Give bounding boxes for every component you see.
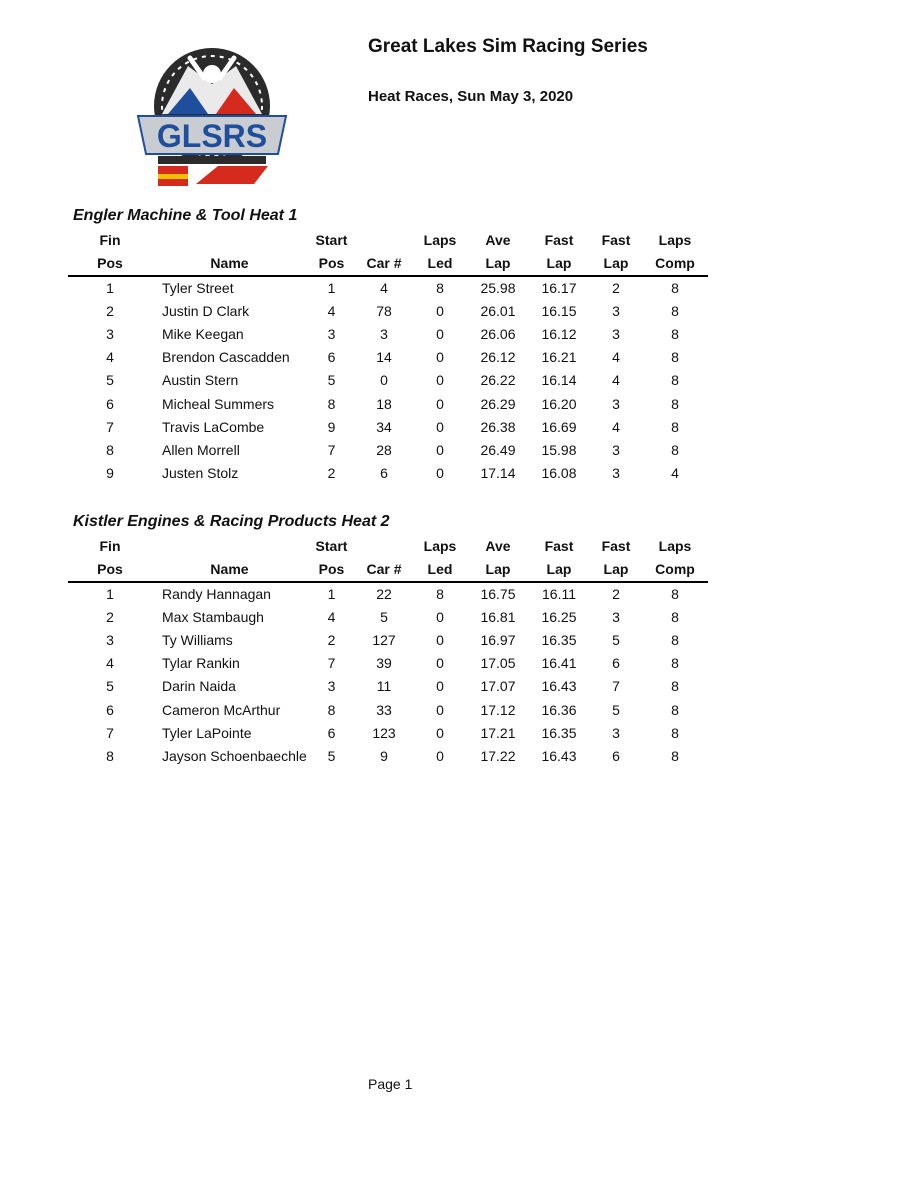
column-header: Pos (68, 252, 152, 276)
table-cell: 8 (671, 747, 679, 764)
driver-name-cell: Tyler LaPointe (162, 724, 252, 741)
table-row (68, 323, 708, 346)
table-cell: 4 (380, 280, 388, 297)
table-cell: 4 (106, 349, 114, 366)
heat-1-title: Engler Machine & Tool Heat 1 (73, 207, 298, 224)
header-row (68, 535, 708, 558)
heat-1-results-table (68, 229, 708, 485)
column-header: Lap (590, 558, 642, 582)
table-cell: 8 (327, 395, 336, 412)
table-cell: 9 (106, 464, 114, 481)
table-cell: 3 (612, 303, 620, 320)
table-cell: 7 (327, 655, 336, 672)
table-cell: 26.49 (480, 441, 516, 458)
driver-name-cell: Tylar Rankin (162, 655, 240, 672)
column-header: Car # (356, 252, 412, 276)
table-cell: 6 (327, 724, 336, 741)
table-cell: 6 (106, 701, 114, 718)
table-cell: 8 (436, 586, 444, 603)
column-header: Laps (658, 538, 692, 554)
driver-name-cell: Brendon Cascadden (162, 349, 290, 366)
table-cell: 16.35 (541, 724, 577, 741)
heat-2-title: Kistler Engines & Racing Products Heat 2 (73, 513, 390, 530)
column-header (356, 535, 412, 558)
table-cell: 17.07 (480, 678, 516, 695)
table-cell: 0 (436, 655, 444, 672)
table-cell: 16.21 (541, 349, 577, 366)
table-cell: 8 (671, 678, 679, 695)
table-cell: 2 (327, 464, 336, 481)
table-row (68, 346, 708, 369)
table-cell: 26.01 (480, 303, 516, 320)
driver-name-cell: Micheal Summers (162, 395, 275, 412)
table-cell: 1 (106, 280, 114, 297)
driver-name-cell: Austin Stern (162, 372, 239, 389)
table-cell: 0 (436, 724, 444, 741)
table-row (68, 300, 708, 323)
column-header: Fast (544, 232, 574, 248)
table-cell: 16.75 (480, 586, 516, 603)
table-cell: 8 (671, 655, 679, 672)
column-header: Pos (307, 558, 356, 582)
column-header: Fast (601, 538, 631, 554)
column-header: Start (315, 232, 348, 248)
table-cell: 6 (612, 655, 620, 672)
table-cell: 16.43 (541, 747, 577, 764)
table-row (68, 606, 708, 629)
table-cell: 26.29 (480, 395, 516, 412)
table-cell: 2 (106, 303, 114, 320)
table-cell: 0 (380, 372, 388, 389)
heat-2-results-table (68, 535, 708, 768)
table-cell: 3 (380, 326, 388, 343)
table-cell: 15.98 (541, 441, 577, 458)
table-cell: 8 (671, 632, 679, 649)
table-cell: 123 (372, 724, 396, 741)
table-row (68, 439, 708, 462)
table-cell: 16.20 (541, 395, 577, 412)
table-cell: 8 (671, 326, 679, 343)
column-header: Ave (485, 538, 511, 554)
table-cell: 8 (327, 701, 336, 718)
table-cell: 16.81 (480, 609, 516, 626)
column-header (152, 229, 307, 252)
table-cell: 0 (436, 418, 444, 435)
table-cell: 6 (327, 349, 336, 366)
table-cell: 0 (436, 303, 444, 320)
table-cell: 0 (436, 372, 444, 389)
table-cell: 33 (376, 701, 392, 718)
table-cell: 0 (436, 678, 444, 695)
table-cell: 7 (106, 724, 114, 741)
table-cell: 7 (106, 418, 114, 435)
table-cell: 1 (106, 586, 114, 603)
table-cell: 16.15 (541, 303, 577, 320)
table-cell: 5 (380, 609, 388, 626)
table-cell: 0 (436, 632, 444, 649)
table-cell: 26.38 (480, 418, 516, 435)
table-cell: 0 (436, 326, 444, 343)
table-cell: 1 (327, 280, 336, 297)
table-cell: 9 (380, 747, 388, 764)
table-cell: 8 (106, 441, 114, 458)
table-row (68, 675, 708, 698)
table-cell: 78 (376, 303, 392, 320)
table-cell: 34 (376, 418, 392, 435)
table-cell: 4 (612, 372, 620, 389)
driver-name-cell: Jayson Schoenbaechle (162, 747, 307, 764)
table-cell: 5 (327, 372, 336, 389)
table-cell: 16.36 (541, 701, 577, 718)
column-header: Fin (99, 232, 121, 248)
column-header: Fast (544, 538, 574, 554)
column-header: Laps (423, 232, 457, 248)
racing-series-logo (128, 44, 296, 194)
table-cell: 3 (612, 724, 620, 741)
column-header (356, 229, 412, 252)
driver-name-cell: Tyler Street (162, 280, 234, 297)
table-cell: 1 (327, 586, 336, 603)
table-cell: 18 (376, 395, 392, 412)
table-cell: 22 (376, 586, 392, 603)
table-row (68, 745, 708, 768)
table-cell: 6 (106, 395, 114, 412)
table-cell: 8 (671, 418, 679, 435)
table-cell: 26.22 (480, 372, 516, 389)
driver-name-cell: Allen Morrell (162, 441, 240, 458)
column-header: Fast (601, 232, 631, 248)
table-cell: 3 (327, 678, 336, 695)
table-row (68, 652, 708, 675)
column-header: Pos (307, 252, 356, 276)
column-header: Pos (68, 558, 152, 582)
table-cell: 5 (327, 747, 336, 764)
table-cell: 8 (671, 441, 679, 458)
table-cell: 28 (376, 441, 392, 458)
table-cell: 8 (671, 395, 679, 412)
table-cell: 3 (106, 632, 114, 649)
table-cell: 39 (376, 655, 392, 672)
table-cell: 5 (612, 701, 620, 718)
table-cell: 3 (612, 609, 620, 626)
table-cell: 3 (106, 326, 114, 343)
table-cell: 2 (106, 609, 114, 626)
table-cell: 16.41 (541, 655, 577, 672)
column-header: Lap (528, 252, 590, 276)
column-header: Lap (590, 252, 642, 276)
driver-name-cell: Mike Keegan (162, 326, 244, 343)
table-cell: 16.25 (541, 609, 577, 626)
column-header: Laps (423, 538, 457, 554)
table-row (68, 369, 708, 392)
table-row (68, 276, 708, 300)
driver-name-cell: Randy Hannagan (162, 586, 271, 603)
column-header: Comp (642, 252, 708, 276)
table-cell: 8 (671, 372, 679, 389)
table-cell: 14 (376, 349, 392, 366)
table-cell: 16.69 (541, 418, 577, 435)
table-cell: 16.11 (542, 586, 576, 603)
table-cell: 17.21 (480, 724, 516, 741)
driver-name-cell: Justen Stolz (162, 464, 239, 481)
column-header: Car # (356, 558, 412, 582)
column-header: Ave (485, 232, 511, 248)
table-cell: 3 (612, 395, 620, 412)
column-header: Name (152, 252, 307, 276)
header-row (68, 229, 708, 252)
column-header: Name (152, 558, 307, 582)
table-cell: 0 (436, 441, 444, 458)
table-cell: 26.12 (480, 349, 516, 366)
table-cell: 2 (612, 280, 620, 297)
table-row (68, 392, 708, 415)
table-cell: 0 (436, 701, 444, 718)
table-cell: 127 (372, 632, 396, 649)
table-cell: 8 (671, 586, 679, 603)
table-cell: 16.14 (541, 372, 577, 389)
table-cell: 8 (671, 303, 679, 320)
column-header: Led (412, 252, 468, 276)
table-cell: 0 (436, 464, 444, 481)
table-cell: 3 (612, 441, 620, 458)
column-header: Laps (658, 232, 692, 248)
table-row (68, 582, 708, 606)
page-subtitle: Heat Races, Sun May 3, 2020 (368, 88, 574, 105)
table-cell: 16.43 (541, 678, 577, 695)
table-row (68, 698, 708, 721)
page-title: Great Lakes Sim Racing Series (368, 36, 648, 57)
driver-name-cell: Travis LaCombe (162, 418, 265, 435)
table-cell: 4 (327, 609, 336, 626)
column-header: Led (412, 558, 468, 582)
table-cell: 3 (612, 326, 620, 343)
driver-name-cell: Justin D Clark (162, 303, 250, 320)
table-cell: 0 (436, 747, 444, 764)
table-cell: 2 (327, 632, 336, 649)
table-cell: 11 (376, 678, 392, 695)
table-cell: 16.08 (541, 464, 577, 481)
table-cell: 8 (671, 701, 679, 718)
table-row (68, 722, 708, 745)
table-cell: 8 (106, 747, 114, 764)
table-cell: 0 (436, 395, 444, 412)
table-cell: 3 (612, 464, 620, 481)
table-cell: 0 (436, 349, 444, 366)
table-cell: 0 (436, 609, 444, 626)
table-cell: 2 (612, 586, 620, 603)
table-cell: 16.35 (541, 632, 577, 649)
table-cell: 4 (106, 655, 114, 672)
table-cell: 5 (106, 678, 114, 695)
table-cell: 16.97 (480, 632, 516, 649)
table-cell: 4 (612, 349, 620, 366)
table-cell: 7 (327, 441, 336, 458)
table-row (68, 416, 708, 439)
table-cell: 5 (106, 372, 114, 389)
table-cell: 4 (671, 464, 679, 481)
driver-name-cell: Ty Williams (162, 632, 233, 649)
page-number: Page 1 (368, 1076, 413, 1092)
table-cell: 6 (380, 464, 388, 481)
table-cell: 17.22 (480, 747, 516, 764)
table-cell: 26.06 (480, 326, 516, 343)
table-cell: 4 (327, 303, 336, 320)
logo-text: GLSRS (156, 118, 268, 154)
table-row (68, 462, 708, 485)
column-header: Lap (468, 558, 528, 582)
table-cell: 5 (612, 632, 620, 649)
table-cell: 3 (327, 326, 336, 343)
column-header: Fin (99, 538, 121, 554)
column-header: Lap (528, 558, 590, 582)
table-cell: 17.14 (480, 464, 516, 481)
column-header: Comp (642, 558, 708, 582)
table-cell: 8 (671, 724, 679, 741)
table-cell: 8 (436, 280, 444, 297)
column-header: Lap (468, 252, 528, 276)
driver-name-cell: Max Stambaugh (162, 609, 264, 626)
driver-name-cell: Darin Naida (162, 678, 236, 695)
table-cell: 17.05 (480, 655, 516, 672)
table-cell: 8 (671, 349, 679, 366)
table-cell: 16.12 (541, 326, 577, 343)
table-cell: 25.98 (480, 280, 516, 297)
table-cell: 8 (671, 609, 679, 626)
column-header: Start (315, 538, 348, 554)
header-row (68, 252, 708, 276)
table-cell: 16.17 (541, 280, 577, 297)
table-cell: 8 (671, 280, 679, 297)
table-cell: 9 (327, 418, 336, 435)
table-row (68, 629, 708, 652)
driver-name-cell: Cameron McArthur (162, 701, 281, 718)
table-cell: 4 (612, 418, 620, 435)
table-cell: 17.12 (480, 701, 516, 718)
table-cell: 7 (612, 678, 620, 695)
header-row (68, 558, 708, 582)
table-cell: 6 (612, 747, 620, 764)
column-header (152, 535, 307, 558)
